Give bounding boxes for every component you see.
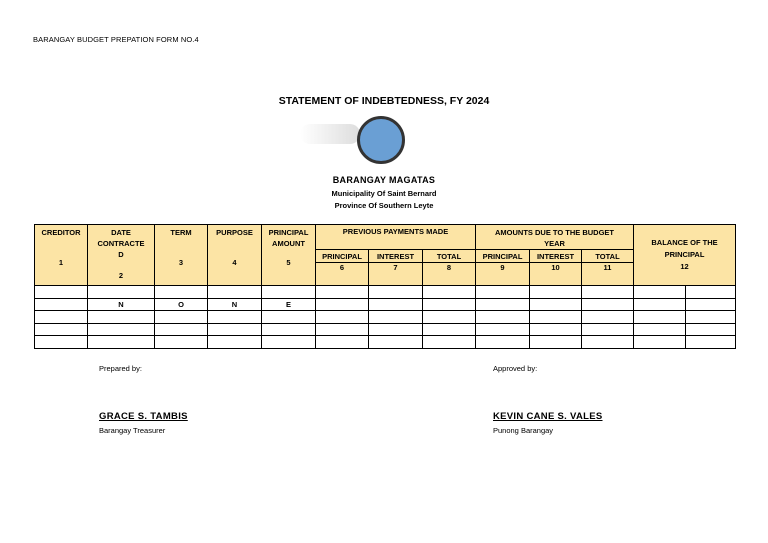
principal-amount-num: 5 <box>286 258 291 267</box>
approved-by-position: Punong Barangay <box>493 426 554 435</box>
header-row-1 <box>35 225 736 250</box>
term-num: 3 <box>178 258 184 267</box>
prev-principal-header: PRINCIPAL <box>316 250 369 262</box>
document-title: STATEMENT OF INDEBTEDNESS, FY 2024 <box>278 95 490 107</box>
none-letter-n2: N <box>208 298 262 311</box>
balance-label-1: BALANCE OF THE <box>651 238 718 247</box>
prev-interest-header: INTEREST <box>369 250 423 262</box>
principal-amount-label-1: PRINCIPAL <box>268 228 309 237</box>
creditor-label: CREDITOR <box>41 228 81 237</box>
barangay-name: BARANGAY MAGATAS <box>332 175 436 185</box>
barangay-seal-icon <box>357 116 405 164</box>
due-interest-num: 10 <box>530 262 582 285</box>
none-letter-e: E <box>262 298 316 311</box>
balance-label-2: PRINCIPAL <box>664 250 705 259</box>
previous-payments-header: PREVIOUS PAYMENTS MADE <box>316 225 476 250</box>
due-principal-num: 9 <box>476 262 530 285</box>
municipality-name: Municipality Of Saint Bernard <box>331 189 437 198</box>
date-label-1: DATE <box>111 228 131 237</box>
amounts-due-label-2: YEAR <box>544 239 565 248</box>
creditor-num: 1 <box>58 258 64 267</box>
due-interest-header: INTEREST <box>530 250 582 262</box>
table-row <box>35 311 736 324</box>
seal-shadow <box>300 124 360 144</box>
amounts-due-label-1: AMOUNTS DUE TO THE BUDGET <box>494 228 615 237</box>
balance-header <box>634 225 736 286</box>
due-principal-header: PRINCIPAL <box>476 250 530 262</box>
table-row <box>35 323 736 336</box>
term-label: TERM <box>170 228 192 237</box>
date-label-3: D <box>118 250 124 259</box>
principal-amount-header <box>262 225 316 286</box>
term-header <box>155 225 208 286</box>
prepared-by-position: Barangay Treasurer <box>99 426 166 435</box>
principal-amount-label-2: AMOUNT <box>272 239 305 248</box>
indebtedness-table <box>34 224 736 349</box>
prev-total-num: 8 <box>423 262 476 285</box>
purpose-label: PURPOSE <box>216 228 253 237</box>
table-row-none <box>35 298 736 311</box>
prepared-by-name: GRACE S. TAMBIS <box>99 411 188 422</box>
none-letter-o: O <box>155 298 208 311</box>
date-contracted-header <box>88 225 155 286</box>
amounts-due-header <box>476 225 634 250</box>
purpose-num: 4 <box>232 258 237 267</box>
creditor-header <box>35 225 88 286</box>
due-total-num: 11 <box>582 262 634 285</box>
date-label-2: CONTRACTE <box>97 239 145 248</box>
table-row <box>35 286 736 299</box>
date-num: 2 <box>118 271 124 280</box>
purpose-header <box>208 225 262 286</box>
prev-interest-num: 7 <box>369 262 423 285</box>
balance-num: 12 <box>680 262 689 271</box>
province-name: Province Of Southern Leyte <box>334 201 434 210</box>
none-letter-n1: N <box>88 298 155 311</box>
prev-principal-num: 6 <box>316 262 369 285</box>
approved-by-label: Approved by: <box>493 364 538 373</box>
prev-total-header: TOTAL <box>423 250 476 262</box>
table-row <box>35 336 736 349</box>
form-number: BARANGAY BUDGET PREPATION FORM NO.4 <box>33 35 199 44</box>
approved-by-name: KEVIN CANE S. VALES <box>493 411 603 422</box>
due-total-header: TOTAL <box>582 250 634 262</box>
prepared-by-label: Prepared by: <box>99 364 142 373</box>
